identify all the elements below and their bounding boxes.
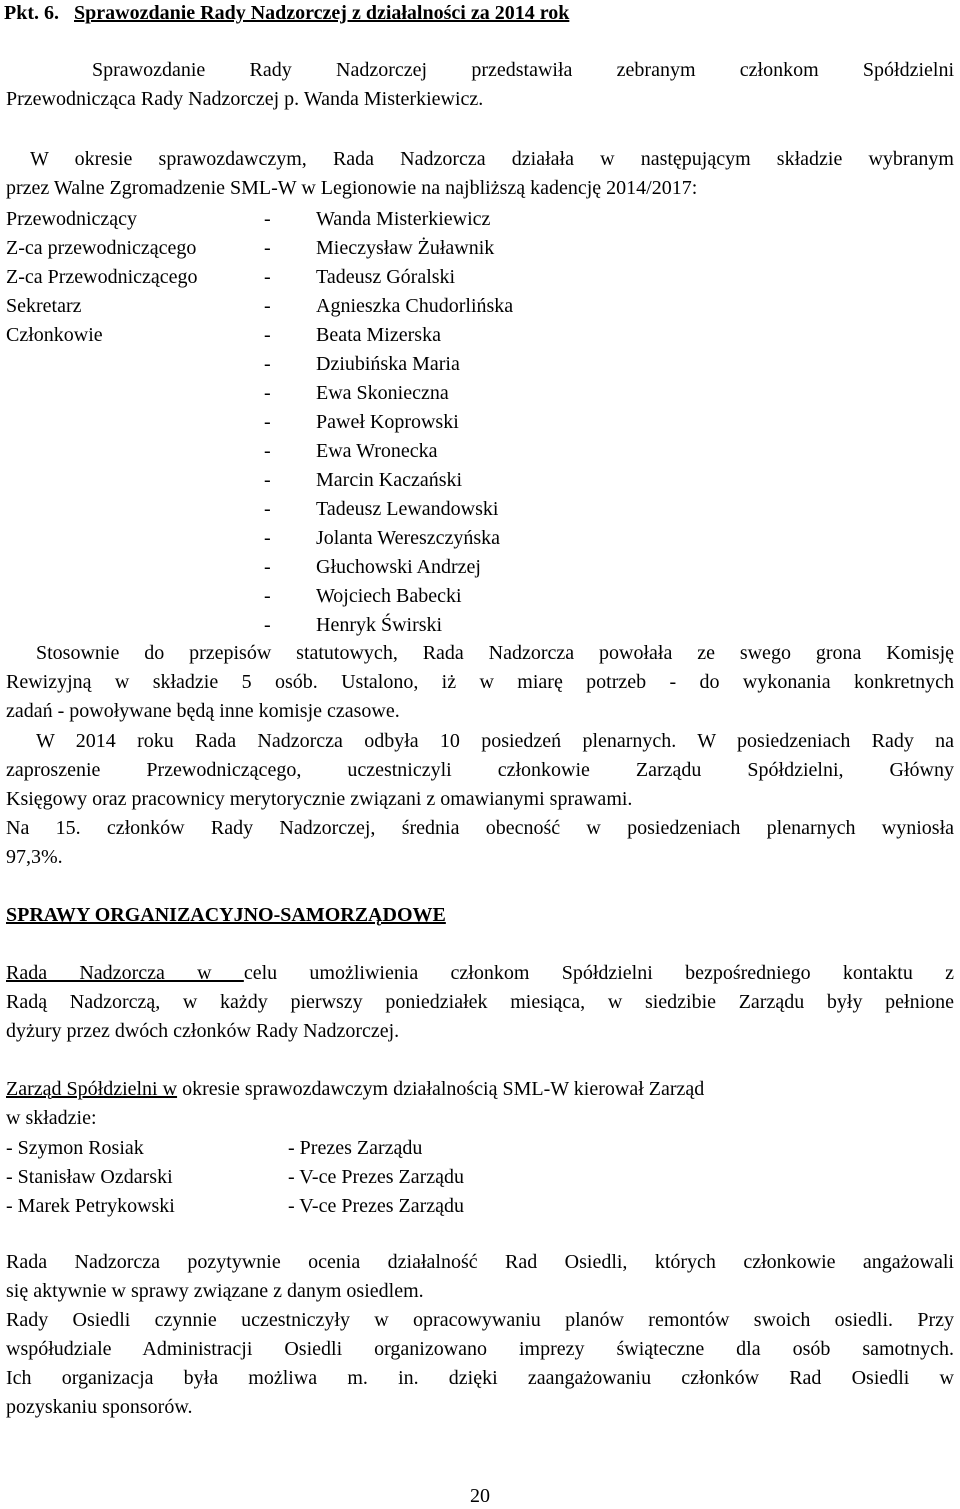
section-title: Sprawozdanie Rady Nadzorczej z działalności za 2014 rok [74, 2, 570, 24]
officer-name: Tadeusz Lewandowski [316, 498, 499, 520]
officer-dash: - [264, 295, 271, 317]
officer-name: Wojciech Babecki [316, 585, 462, 607]
councils-line-2: się aktywnie w sprawy związane z danym osiedlem. [6, 1280, 424, 1302]
officer-row [6, 292, 806, 321]
councils-line-6: pozyskaniu sponsorów. [6, 1396, 193, 1418]
committee-line-2: Rewizyjną w składzie 5 osób. Ustalono, iż w miarę potrzeb - do wykonania konkretnych [6, 671, 954, 693]
officer-name: Marcin Kaczański [316, 469, 463, 491]
officer-role: Z-ca przewodniczącego [6, 237, 197, 259]
duty-underlined: Rada Nadzorcza w [6, 962, 244, 984]
officer-dash: - [264, 614, 271, 636]
duty-line-1-rest: celu umożliwienia członkom Spółdzielni bezpośredniego kontaktu z [243, 962, 954, 984]
officer-dash: - [264, 266, 271, 288]
meetings-line-4: Na 15. członków Rady Nadzorczej, średnia obecność w posiedzeniach plenarnych wyniosła [6, 817, 954, 839]
meetings-line-1: W 2014 roku Rada Nadzorcza odbyła 10 posiedzeń plenarnych. W posiedzeniach Rady na [36, 730, 954, 752]
officer-name: Beata Mizerska [316, 324, 441, 346]
officer-row [6, 611, 806, 640]
officer-row [6, 350, 806, 379]
officer-dash: - [264, 324, 271, 346]
officer-name: Agnieszka Chudorlińska [316, 295, 514, 317]
officer-dash: - [264, 411, 271, 433]
composition-line-2: przez Walne Zgromadzenie SML-W w Legionowie na najbliższą kadencję 2014/2017: [6, 177, 698, 199]
management-name: - Marek Petrykowski [6, 1195, 175, 1217]
section-number: Pkt. 6. [4, 2, 59, 24]
board-line-1-rest: okresie sprawozdawczym działalnością SML-W kierował Zarząd [177, 1078, 705, 1100]
officer-name: Głuchowski Andrzej [316, 556, 481, 578]
officer-role: Z-ca Przewodniczącego [6, 266, 198, 288]
management-name: - Szymon Rosiak [6, 1137, 144, 1159]
officer-dash: - [264, 556, 271, 578]
management-name: - Stanisław Ozdarski [6, 1166, 173, 1188]
section-heading: SPRAWY ORGANIZACYJNO-SAMORZĄDOWE [6, 904, 446, 926]
meetings-line-5: 97,3%. [6, 846, 63, 868]
officer-name: Jolanta Wereszczyńska [316, 527, 501, 549]
officer-name: Tadeusz Góralski [316, 266, 456, 288]
officer-dash: - [264, 440, 271, 462]
management-title: - V-ce Prezes Zarządu [288, 1195, 465, 1217]
councils-line-4: współudziale Administracji Osiedli organizowano imprezy świąteczne dla osób samotnych. [6, 1338, 954, 1360]
officer-row [6, 553, 806, 582]
councils-line-3: Rady Osiedli czynnie uczestniczyły w opracowywaniu planów remontów swoich osiedli. Przy [6, 1309, 954, 1331]
officer-name: Ewa Skonieczna [316, 382, 449, 404]
composition-line-1: W okresie sprawozdawczym, Rada Nadzorcza działała w następującym składzie wybranym [30, 148, 954, 170]
officer-row [6, 466, 806, 495]
officer-name: Dziubińska Maria [316, 353, 460, 375]
section-header [4, 2, 569, 25]
duty-line-1 [6, 961, 954, 985]
committee-line-1: Stosownie do przepisów statutowych, Rada Nadzorcza powołała ze swego grona Komisję [36, 642, 954, 664]
intro-line-2: Przewodnicząca Rady Nadzorczej p. Wanda Misterkiewicz. [6, 88, 484, 110]
officer-name: Ewa Wronecka [316, 440, 438, 462]
officer-row [6, 205, 806, 234]
officer-row [6, 263, 806, 292]
meetings-line-2: zaproszenie Przewodniczącego, uczestniczyli członkowie Zarządu Spółdzielni, Główny [6, 759, 954, 781]
management-title: - V-ce Prezes Zarządu [288, 1166, 465, 1188]
officer-dash: - [264, 237, 271, 259]
officer-dash: - [264, 498, 271, 520]
officer-dash: - [264, 585, 271, 607]
officer-dash: - [264, 382, 271, 404]
committee-line-3: zadań - powoływane będą inne komisje czasowe. [6, 700, 400, 722]
page-number: 20 [470, 1485, 490, 1507]
officer-row [6, 582, 806, 611]
officer-role: Przewodniczący [6, 208, 138, 230]
officer-row [6, 234, 806, 263]
officer-row [6, 408, 806, 437]
management-title: - Prezes Zarządu [288, 1137, 423, 1159]
board-line-1 [6, 1077, 954, 1101]
officer-dash: - [264, 208, 271, 230]
councils-line-1: Rada Nadzorcza pozytywnie ocenia działalność Rad Osiedli, których członkowie angażowali [6, 1251, 954, 1273]
officer-dash: - [264, 469, 271, 491]
officer-row [6, 321, 806, 350]
management-row [6, 1134, 706, 1163]
officer-dash: - [264, 527, 271, 549]
officer-row [6, 437, 806, 466]
officer-name: Paweł Koprowski [316, 411, 459, 433]
officer-row [6, 495, 806, 524]
management-row [6, 1163, 706, 1192]
duty-line-2: Radą Nadzorczą, w każdy pierwszy poniedziałek miesiąca, w siedzibie Zarządu były pełnione [6, 991, 954, 1013]
duty-line-3: dyżury przez dwóch członków Rady Nadzorczej. [6, 1020, 400, 1042]
intro-line-1: Sprawozdanie Rady Nadzorczej przedstawiła zebranym członkom Spółdzielni [92, 59, 954, 81]
officer-name: Wanda Misterkiewicz [316, 208, 491, 230]
officer-row [6, 524, 806, 553]
officer-role: Sekretarz [6, 295, 82, 317]
board-underlined: Zarząd Spółdzielni w [6, 1078, 178, 1100]
board-line-2: w składzie: [6, 1107, 97, 1129]
officer-role: Członkowie [6, 324, 103, 346]
management-row [6, 1192, 706, 1221]
officer-name: Mieczysław Żuławnik [316, 237, 495, 259]
officer-name: Henryk Świrski [316, 614, 443, 636]
officer-dash: - [264, 353, 271, 375]
councils-line-5: Ich organizacja była możliwa m. in. dzięki zaangażowaniu członków Rad Osiedli w [6, 1367, 954, 1389]
meetings-line-3: Księgowy oraz pracownicy merytorycznie związani z omawianymi sprawami. [6, 788, 633, 810]
officer-row [6, 379, 806, 408]
